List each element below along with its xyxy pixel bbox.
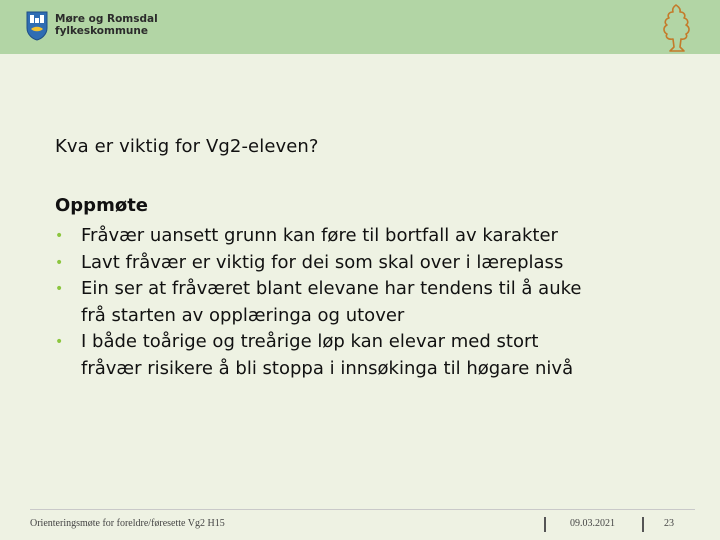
bullet-text-continued: fråvær risikere å bli stoppa i innsøkinga til høgare nivå <box>81 357 574 379</box>
list-item <box>55 223 675 250</box>
bullet-dot-icon: • <box>55 254 64 271</box>
list-item <box>55 329 675 382</box>
tree-outline-icon <box>656 3 698 53</box>
bullet-dot-icon: • <box>55 281 64 297</box>
slide-heading: Kva er viktig for Vg2-eleven? <box>55 136 319 157</box>
footer-separator <box>544 517 546 532</box>
bullet-text: Ein ser at fråværet blant elevane har tendens til å auke <box>81 278 582 299</box>
org-name-line1: Møre og Romsdal <box>55 13 158 25</box>
bullet-text-continued: frå starten av opplæringa og utover <box>81 304 405 326</box>
bullet-text: Fråvær uansett grunn kan føre til bortfall av karakter <box>81 225 558 246</box>
list-item <box>55 276 675 329</box>
bullet-list <box>55 223 675 382</box>
bullet-text: I både toårige og treårige løp kan elevar med stort <box>81 331 539 352</box>
bullet-dot-icon: • <box>55 334 64 350</box>
org-name-line2: fylkeskommune <box>55 25 148 37</box>
footer-date: 09.03.2021 <box>570 518 615 529</box>
bullet-text: Lavt fråvær er viktig for dei som skal over i læreplass <box>81 251 564 273</box>
footer-divider <box>30 509 695 510</box>
list-item <box>55 250 675 277</box>
coat-of-arms-icon <box>26 11 48 41</box>
header-bar <box>0 0 720 54</box>
section-title: Oppmøte <box>55 195 149 216</box>
page-number: 23 <box>664 518 674 529</box>
footer-title: Orienteringsmøte for foreldre/føresette Vg2 H15 <box>30 518 225 529</box>
org-name <box>55 13 158 37</box>
bullet-dot-icon: • <box>55 228 64 244</box>
footer-separator <box>642 517 644 532</box>
